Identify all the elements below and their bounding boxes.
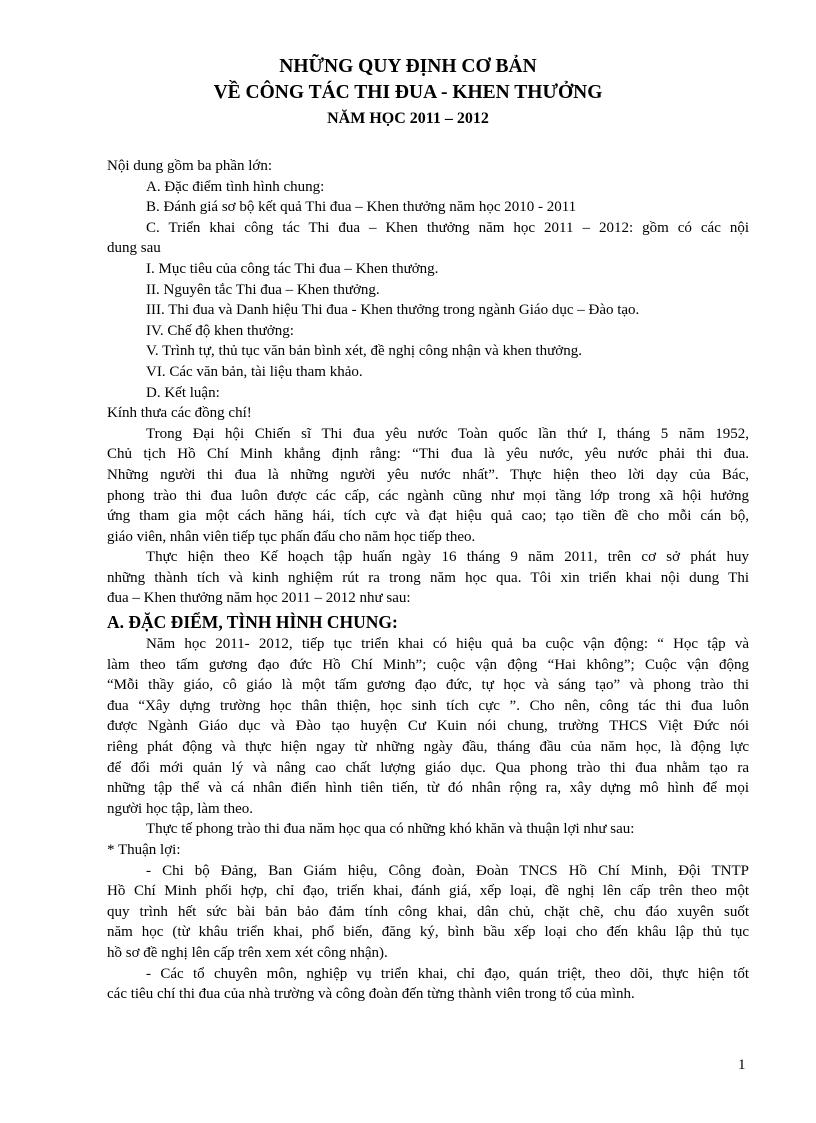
page-number: 1 [738,1057,746,1073]
paragraph-line: hồ sơ đề nghị lên cấp trên xem xét công nhận). [107,944,388,961]
paragraph-line: ứng tham gia một cách hăng hái, tích cực và đạt hiệu quả cao; tạo tiền đề cho mỗi cán bộ, [107,508,749,525]
paragraph-line: “Mỗi thầy giáo, cô giáo là một tấm gương đạo đức, tự học và sáng tạo” và phong trào thi [107,677,749,694]
document-body [107,156,749,1005]
paragraph-line: làm theo tấm gương đạo đức Hồ Chí Minh”; cuộc vận động “Hai không”; Cuộc vận động [107,656,749,673]
paragraph-line: Những người thi đua là những người yêu nước nhất”. Thực hiện theo lời dạy của Bác, [107,466,749,483]
outline-subitem-1: I. Mục tiêu của công tác Thi đua – Khen thưởng. [146,260,439,277]
outline-item-b: B. Đánh giá sơ bộ kết quả Thi đua – Khen thưởng năm học 2010 - 2011 [146,199,577,216]
paragraph-line: Năm học 2011- 2012, tiếp tục triển khai có hiệu quả ba cuộc vận động: “ Học tập và [146,636,749,653]
paragraph-line: Chủ tịch Hồ Chí Minh khẳng định rằng: “Thi đua là yêu nước, yêu nước phải thi đua. [107,446,749,463]
paragraph-line: giáo viên, nhân viên tiếp tục phấn đấu cho năm học tiếp theo. [107,528,476,545]
outline-subitem-3: III. Thi đua và Danh hiệu Thi đua - Khen thưởng trong ngành Giáo dục – Đào tạo. [146,302,640,319]
paragraph-4: Thực tế phong trào thi đua năm học qua có những khó khăn và thuận lợi như sau: [146,821,635,838]
outline-item-c-continued: dung sau [107,240,161,257]
section-a-heading: A. ĐẶC ĐIỂM, TÌNH HÌNH CHUNG: [107,612,398,633]
outline-subitem-4: IV. Chế độ khen thưởng: [146,322,294,339]
paragraph-5 [107,861,749,964]
paragraph-line: để đổi mới quản lý và nâng cao chất lượng giáo dục. Qua phong trào thi đua nhằm tạo ra [107,759,749,776]
paragraph-line: được Ngành Giáo dục và Đào tạo huyện Cư Kuin nói chung, trường THCS Việt Đức nói [107,718,749,735]
outline-subitem-6: VI. Các văn bản, tài liệu tham khảo. [146,363,363,380]
outline-subitem-5: V. Trình tự, thủ tục văn bản bình xét, đề nghị công nhận và khen thưởng. [146,343,582,360]
paragraph-line: các tiêu chí thi đua của nhà trường và công đoàn đến từng thành viên trong tổ của mình. [107,986,635,1003]
paragraph-line: năm học (từ khâu triển khai, phổ biến, đăng ký, bình bầu xếp loại cho đến khâu lập thủ tục [107,924,749,941]
outline-item-a: A. Đặc điểm tình hình chung: [146,178,325,195]
paragraph-line: người học tập, làm theo. [107,800,254,817]
paragraph-line: quy trình hết sức bài bản bảo đảm tính công khai, dân chủ, chặt chẽ, chu đáo xuyên suốt [107,903,749,920]
document-title [0,54,816,131]
paragraph-line: - Các tổ chuyên môn, nghiệp vụ triển khai, chỉ đạo, quán triệt, theo dõi, thực hiện tốt [146,965,749,982]
greeting: Kính thưa các đồng chí! [107,405,252,422]
paragraph-line: riêng phát động và thực hiện ngay từ những ngày đầu, tháng đầu của năm học, là động lực [107,739,749,756]
paragraph-6 [107,964,749,1005]
outline-item-c: C. Triển khai công tác Thi đua – Khen thưởng năm học 2011 – 2012: gồm có các nội [146,219,749,236]
title-year: NĂM HỌC 2011 – 2012 [327,110,489,127]
paragraph-1 [107,424,749,548]
title-line-1: NHỮNG QUY ĐỊNH CƠ BẢN [279,56,537,77]
paragraph-line: những tập thể và cá nhân điển hình tiên tiến, từ đó nhân rộng ra, xây dựng mô hình để mọi [107,780,749,797]
paragraph-line: Hồ Chí Minh phối hợp, chỉ đạo, triển khai, đánh giá, xếp loại, đề nghị lên cấp trên theo một [107,883,749,900]
title-line-2: VỀ CÔNG TÁC THI ĐUA - KHEN THƯỞNG [213,82,603,103]
paragraph-line: đua “Xây dựng trường học thân thiện, học sinh tích cực ”. Cho nên, công tác thi đua luôn [107,697,749,714]
paragraph-line: Trong Đại hội Chiến sĩ Thi đua yêu nước Toàn quốc lần thứ I, tháng 5 năm 1952, [146,425,749,442]
paragraph-3 [107,634,749,819]
outline-intro: Nội dung gồm ba phần lớn: [107,158,272,174]
paragraph-line: Thực hiện theo Kế hoạch tập huấn ngày 16 tháng 9 năm 2011, trên cơ sở phát huy [146,549,749,566]
paragraph-line: những thành tích và kinh nghiệm rút ra trong năm học qua. Tôi xin triển khai nội dung Thi [107,569,749,586]
outline-subitem-2: II. Nguyên tắc Thi đua – Khen thưởng. [146,281,380,298]
paragraph-line: đua – Khen thưởng năm học 2011 – 2012 như sau: [107,590,411,607]
paragraph-2 [107,547,749,609]
outline-item-d: D. Kết luận: [146,384,220,401]
paragraph-line: phong trào thi đua luôn được các cấp, các ngành cũng như mọi tầng lớp trong xã hội hưởng [107,487,749,504]
thuan-loi-label: * Thuận lợi: [107,842,181,858]
paragraph-line: - Chi bộ Đảng, Ban Giám hiệu, Công đoàn, Đoàn TNCS Hồ Chí Minh, Đội TNTP [146,862,749,879]
